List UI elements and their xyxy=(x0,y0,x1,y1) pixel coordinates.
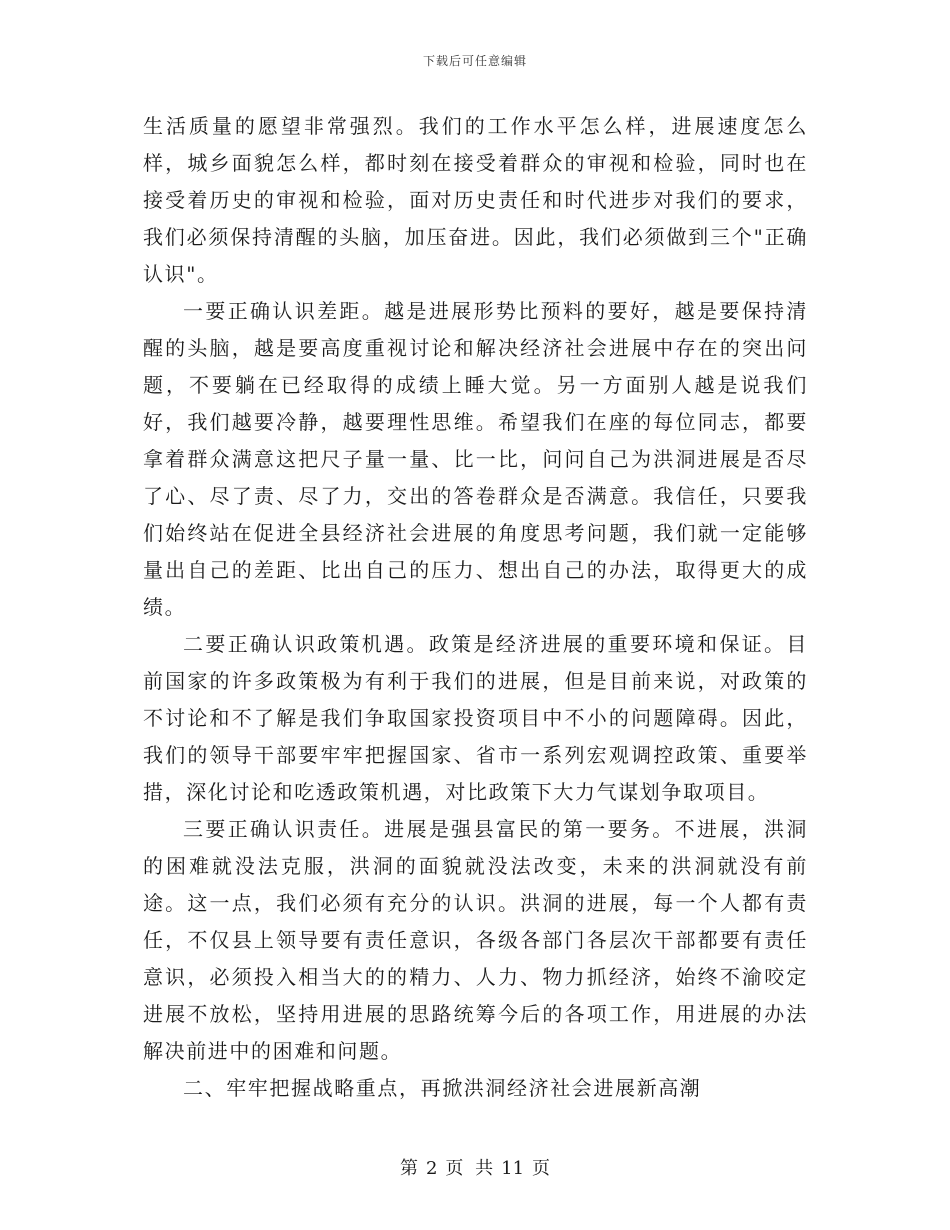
footer-current-page: 2 xyxy=(425,1158,438,1179)
page-header: 下载后可任意编辑 xyxy=(422,54,527,68)
section-heading: 二、牢牢把握战略重点，再掀洪洞经济社会进展新高潮 xyxy=(183,1076,702,1100)
paragraph-1: 生活质量的愿望非常强烈。我们的工作水平怎么样，进展速度怎么样，城乡面貌怎么样，都时刻在接受着群众的审视和检验，同时也在接受着历史的审视和检验，面对历史责任和时代进步对我们的要求，我们必须保持清醒的头脑，加压奋进。因此，我们必须做到三个"正确认识"。 xyxy=(143,114,808,286)
footer-total-pages: 11 xyxy=(501,1158,525,1179)
footer-middle: 页 共 xyxy=(445,1158,494,1179)
paragraph-4: 三要正确认识责任。进展是强县富民的第一要务。不进展，洪洞的困难就没法克服，洪洞的面貌就没法改变，未来的洪洞就没有前途。这一点，我们必须有充分的认识。洪洞的进展，每一个人都有责任，不仅县上领导要有责任意识，各级各部门各层次干部都要有责任意识，必须投入相当大的的精力、人力、物力抓经济，始终不渝咬定进展不放松，坚持用进展的思路统筹今后的各项工作，用进展的办法解决前进中的困难和问题。 xyxy=(143,817,808,1063)
paragraph-3: 二要正确认识政策机遇。政策是经济进展的重要环境和保证。目前国家的许多政策极为有利于我们的进展，但是目前来说，对政策的不讨论和不了解是我们争取国家投资项目中不小的问题障碍。因此，我们的领导干部要牢牢把握国家、省市一系列宏观调控政策、重要举措，深化讨论和吃透政策机遇，对比政策下大力气谋划争取项目。 xyxy=(143,632,808,804)
footer-prefix: 第 xyxy=(399,1158,418,1179)
paragraph-2: 一要正确认识差距。越是进展形势比预料的要好，越是要保持清醒的头脑，越是要高度重视讨论和解决经济社会进展中存在的突出问题，不要躺在已经取得的成绩上睡大觉。另一方面别人越是说我们好，我们越要冷静，越要理性思维。希望我们在座的每位同志，都要拿着群众满意这把尺子量一量、比一比，问问自己为洪洞进展是否尽了心、尽了责、尽了力，交出的答卷群众是否满意。我信任，只要我们始终站在促进全县经济社会进展的角度思考问题，我们就一定能够量出自己的差距、比出自己的压力、想出自己的办法，取得更大的成绩。 xyxy=(143,299,808,619)
document-body xyxy=(143,108,808,1107)
page-footer xyxy=(0,1154,950,1180)
footer-suffix: 页 xyxy=(532,1158,551,1179)
